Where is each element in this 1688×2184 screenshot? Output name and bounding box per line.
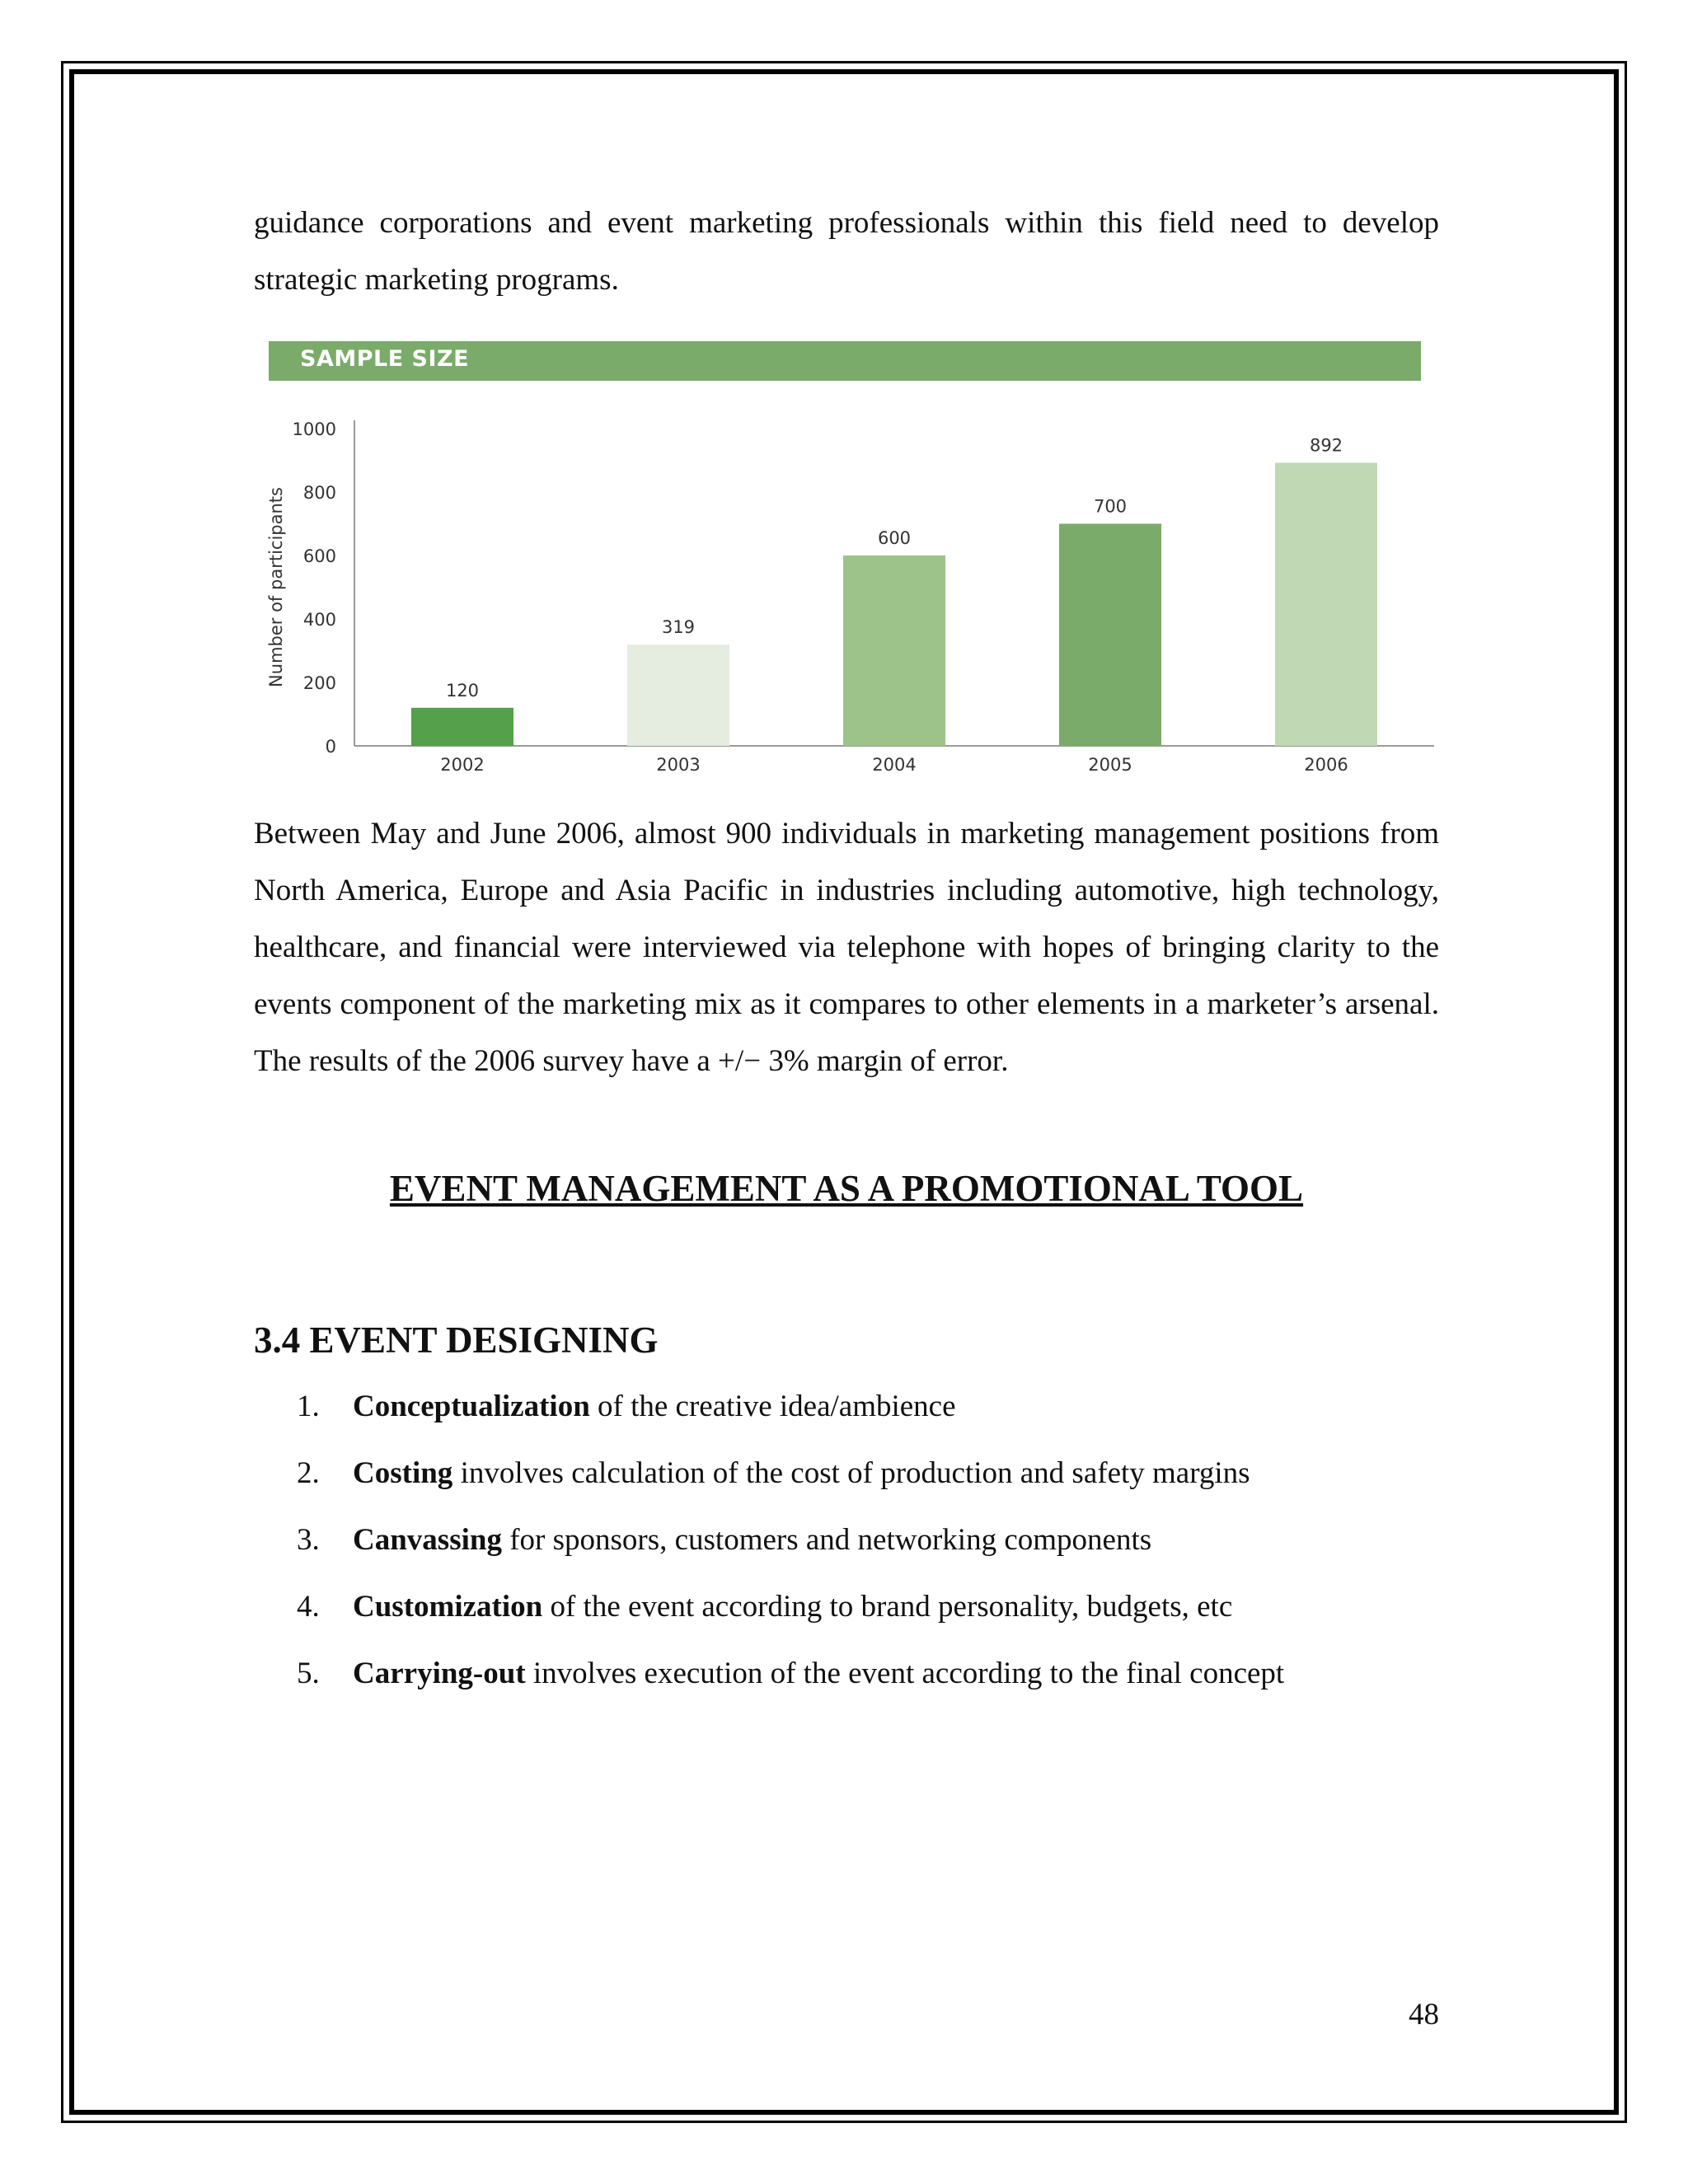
x-tick-label: 2005 [1088, 755, 1132, 775]
list-number: 5. [297, 1657, 320, 1690]
y-tick-label: 600 [302, 546, 336, 566]
list-text: involves execution of the event according to the final concept [525, 1657, 1285, 1690]
list-item [297, 1586, 1284, 1653]
data-label: 600 [877, 528, 912, 548]
list-item [297, 1386, 1284, 1453]
chart-title-banner [269, 341, 1421, 381]
design-steps-list [297, 1386, 1284, 1720]
data-label: 700 [1093, 496, 1128, 517]
list-text: of the creative idea/ambience [589, 1390, 956, 1423]
list-item [297, 1520, 1284, 1586]
list-item [297, 1453, 1284, 1520]
x-tick-label: 2003 [656, 755, 701, 775]
list-text: involves calculation of the cost of production and safety margins [452, 1456, 1250, 1490]
list-term: Costing [353, 1456, 453, 1490]
bar-2002 [411, 708, 513, 746]
x-tick-label: 2002 [440, 755, 485, 775]
list-text: for sponsors, customers and networking components [501, 1523, 1152, 1557]
bar-chart [256, 404, 1442, 783]
list-term: Canvassing [353, 1523, 502, 1557]
list-number: 3. [297, 1523, 320, 1557]
bar-2004 [843, 555, 945, 746]
page-number: 48 [1409, 1998, 1439, 2032]
y-tick-label: 200 [302, 673, 336, 693]
paragraph-top: guidance corporations and event marketing professionals within this field need to develop strategic marketing programs. [254, 206, 1439, 297]
chart-title: SAMPLE SIZE [300, 346, 470, 372]
data-label: 319 [661, 617, 696, 638]
list-number: 1. [297, 1390, 320, 1423]
y-tick-label: 800 [302, 483, 336, 503]
section-heading-main: EVENT MANAGEMENT AS A PROMOTIONAL TOOL [389, 1168, 1304, 1209]
section-heading-sub: 3.4 EVENT DESIGNING [254, 1319, 659, 1361]
list-text: of the event according to brand personality, budgets, etc [542, 1590, 1233, 1624]
list-number: 2. [297, 1456, 320, 1490]
y-tick-label: 0 [325, 737, 336, 757]
y-axis-label: Number of participants [266, 487, 286, 687]
x-tick-label: 2004 [872, 755, 917, 775]
list-term: Customization [353, 1590, 543, 1624]
data-label: 892 [1309, 435, 1343, 456]
list-number: 4. [297, 1590, 320, 1624]
y-tick-label: 400 [302, 610, 336, 630]
bar-2003 [627, 644, 729, 746]
y-tick-label: 1000 [292, 419, 336, 439]
list-term: Conceptualization [353, 1390, 590, 1423]
paragraph-survey: Between May and June 2006, almost 900 individuals in marketing management positions from North America, Europe and Asia Pacific in industries including automotive, high technology, healthcare, and financial were interviewed via telephone with hopes of bringing clarity to the events component of the marketing mix as it compares to other elements in a marketer’s arsenal. The results of the 2006 survey have a +/− 3% margin of error. [254, 817, 1439, 1078]
x-tick-label: 2006 [1304, 755, 1348, 775]
list-term: Carrying-out [353, 1657, 526, 1690]
bar-2006 [1275, 463, 1377, 746]
bar-2005 [1059, 524, 1161, 747]
data-label: 120 [445, 680, 480, 701]
list-item [297, 1653, 1284, 1720]
